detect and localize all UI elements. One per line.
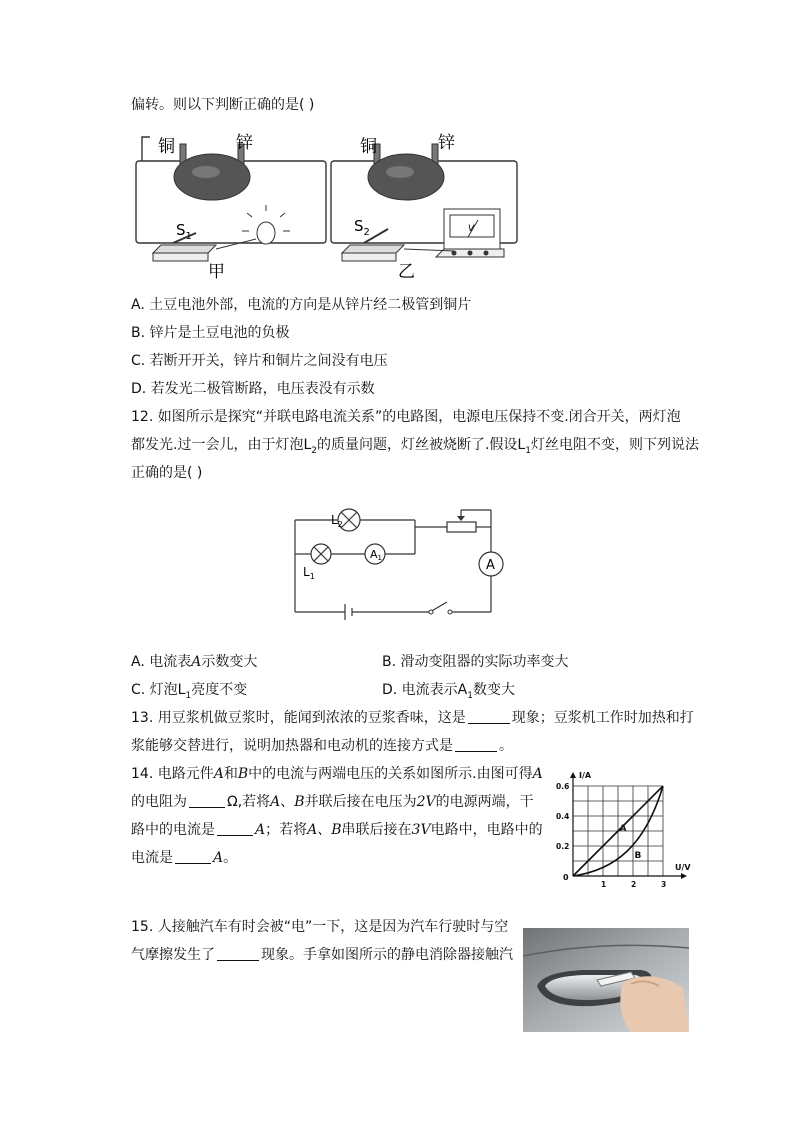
y-axis-arrow bbox=[570, 772, 576, 778]
q12-stem-line1: 12. 如图所示是探究“并联电路电流关系”的电路图，电源电压保持不变.闭合开关，两灯泡 bbox=[131, 409, 681, 425]
chart-axes bbox=[570, 772, 687, 879]
iu-graph bbox=[555, 768, 695, 888]
q12-circuit-diagram bbox=[285, 490, 505, 620]
label-ammeter-a1: A1 bbox=[370, 548, 382, 562]
y-axis-label: I/A bbox=[579, 771, 592, 780]
x-axis-label: U/V bbox=[675, 863, 691, 872]
q12-option-c[interactable]: C. 灯泡$L_1$亮度不变 bbox=[131, 682, 248, 701]
q12-option-a[interactable]: A. 电流表A示数变大 bbox=[131, 654, 258, 670]
series-label-a: A bbox=[619, 824, 627, 834]
q11-figure bbox=[128, 125, 528, 283]
q15-line1: 15. 人接触汽车有时会被“电”一下，这是因为汽车行驶时与空 bbox=[131, 919, 509, 935]
q14-line2: 的电阻为 Ω,若将A、B并联后接在电压为2V的电源两端，干 bbox=[131, 794, 534, 810]
q15-line2: 气摩擦发生了 现象。手拿如图所示的静电消除器接触汽 bbox=[131, 947, 513, 963]
label-copper-2: 铜 bbox=[360, 137, 377, 157]
q11-option-c[interactable]: C. 若断开开关，锌片和铜片之间没有电压 bbox=[131, 353, 388, 369]
q12-stem-line3: 正确的是( ) bbox=[131, 465, 203, 481]
q14-blank-3[interactable] bbox=[175, 849, 211, 864]
x-tick-label: 1 bbox=[601, 880, 607, 888]
voltmeter-label: V bbox=[468, 224, 475, 234]
series-label-b: B bbox=[634, 851, 642, 861]
x-tick-label: 3 bbox=[661, 880, 667, 888]
q12-option-d[interactable]: D. 电流表示$A_1$数变大 bbox=[382, 682, 515, 701]
q12-option-b[interactable]: B. 滑动变阻器的实际功率变大 bbox=[382, 654, 569, 670]
label-l2: $L_2$ bbox=[331, 513, 343, 529]
label-jia: 甲 bbox=[208, 262, 225, 282]
q13-blank-1[interactable] bbox=[468, 709, 510, 724]
label-yi: 乙 bbox=[398, 262, 415, 282]
q14-line3: 路中的电流是 A；若将A、B串联后接在3V电路中，电路中的 bbox=[131, 822, 543, 838]
q14-blank-1[interactable] bbox=[189, 793, 225, 808]
label-s2: $S_2$ bbox=[354, 217, 370, 238]
label-ammeter-a: A bbox=[486, 558, 495, 573]
q12-stem-line2: 都发光.过一会儿，由于灯泡$L_2$的质量问题，灯丝被烧断了.假设$L_1$灯丝电阻不变，则下列说法 bbox=[131, 437, 699, 456]
q13-line2: 浆能够交替进行，说明加热器和电动机的连接方式是 。 bbox=[131, 738, 513, 754]
y-tick-label: 0.4 bbox=[556, 812, 570, 821]
label-l1: $L_1$ bbox=[303, 565, 315, 581]
q11-option-a[interactable]: A. 土豆电池外部，电流的方向是从锌片经二极管到铜片 bbox=[131, 297, 472, 313]
q11-option-b[interactable]: B. 锌片是土豆电池的负极 bbox=[131, 325, 290, 341]
origin-label: 0 bbox=[563, 873, 569, 882]
label-s1: $S_1$ bbox=[176, 221, 192, 242]
q13-blank-2[interactable] bbox=[455, 737, 497, 752]
q11-option-d[interactable]: D. 若发光二极管断路，电压表没有示数 bbox=[131, 381, 375, 397]
x-tick-label: 2 bbox=[631, 880, 637, 888]
chart-labels bbox=[556, 771, 691, 888]
q14-line1: 14. 电路元件A和B中的电流与两端电压的关系如图所示.由图可得A bbox=[131, 766, 543, 782]
q14-blank-2[interactable] bbox=[217, 821, 253, 836]
q11-stem-tail: 偏转。则以下判断正确的是( ) bbox=[131, 97, 315, 113]
q14-line4: 电流是 A。 bbox=[131, 850, 238, 866]
label-copper-1: 铜 bbox=[158, 137, 175, 157]
x-axis-arrow bbox=[681, 873, 687, 879]
y-tick-label: 0.2 bbox=[556, 842, 570, 851]
car-door-static-eliminator-photo bbox=[523, 928, 689, 1032]
label-zinc-2: 锌 bbox=[438, 133, 455, 153]
potato-battery-circuit-yi bbox=[331, 144, 517, 261]
y-tick-label: 0.6 bbox=[556, 782, 570, 791]
q13-line1: 13. 用豆浆机做豆浆时，能闻到浓浓的豆浆香味，这是 现象；豆浆机工作时加热和打 bbox=[131, 710, 694, 726]
q15-blank-1[interactable] bbox=[217, 946, 259, 961]
label-zinc-1: 锌 bbox=[236, 133, 253, 153]
